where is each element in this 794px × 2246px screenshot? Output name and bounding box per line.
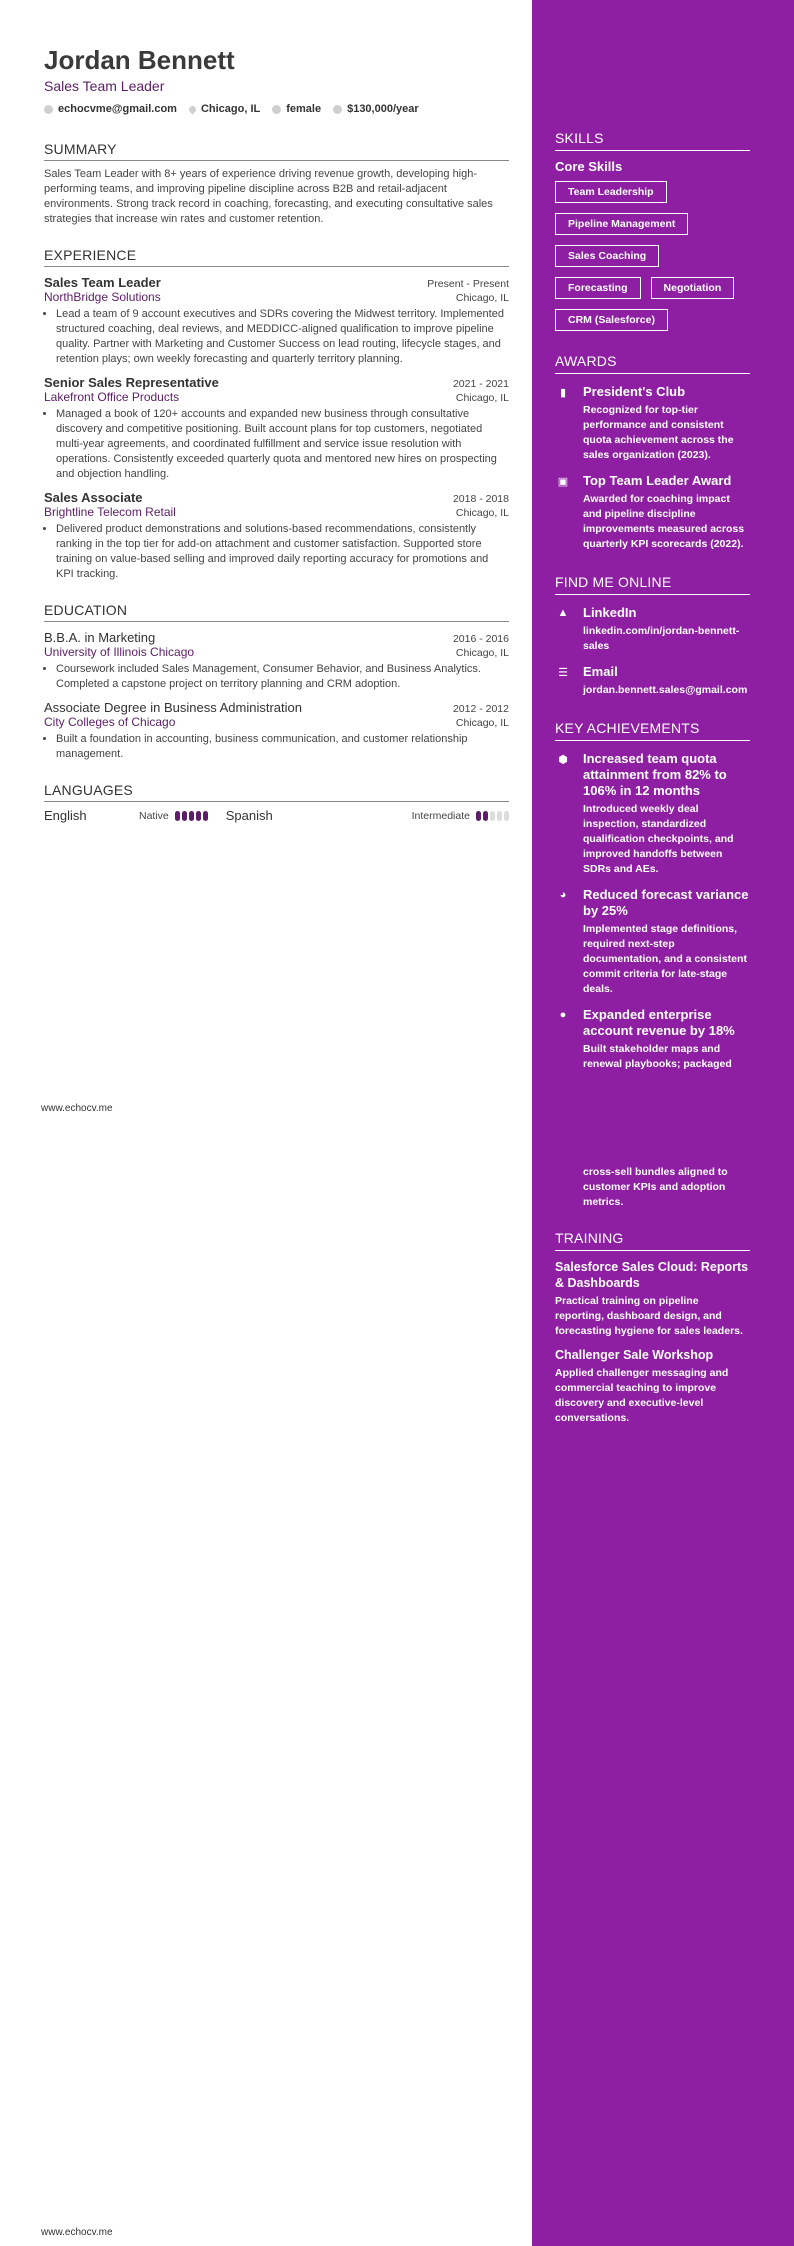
rating-dot xyxy=(504,811,509,821)
summary-text: Sales Team Leader with 8+ years of experience driving revenue growth, developing high-performing teams, and improving pipeline discipline across B2B and retail-adjacent environments. Strong track record in coaching, forecasting, and executing consultative sales strategies that increase win rates and customer retention. xyxy=(44,168,493,225)
awards-heading: AWARDS xyxy=(555,353,750,374)
job-bullet: • Lead a team of 9 account executives and SDRs covering the Midwest territory. Implemented structured coaching, deal reviews, and MEDDICC-aligned qualification to improve pipeline quality. Partner with Marketing and Customer Success on lead routing, lifecycle stages, and retention plays; own weekly forecasting and quarterly territory planning. xyxy=(56,307,509,367)
salary-contact xyxy=(333,103,419,115)
job-entry xyxy=(44,275,509,367)
menu-lines-icon: ☰ xyxy=(558,667,568,679)
skill-tag: Forecasting xyxy=(555,277,641,299)
company-name: Lakefront Office Products xyxy=(44,390,180,404)
main-column xyxy=(44,44,509,823)
job-location: Chicago, IL xyxy=(455,507,509,519)
education-bullet: • Built a foundation in accounting, business communication, and customer relationship management. xyxy=(56,732,509,762)
sidebar-column xyxy=(555,130,750,1072)
education-dates: 2012 - 2012 xyxy=(452,703,509,715)
school-name: University of Illinois Chicago xyxy=(44,645,195,659)
email-contact[interactable] xyxy=(44,103,177,115)
company-name: Brightline Telecom Retail xyxy=(44,505,176,519)
pie-chart-icon: ◕ xyxy=(559,889,567,901)
training-item xyxy=(555,1259,750,1339)
degree-name: Associate Degree in Business Administration xyxy=(44,700,302,715)
rating-dot xyxy=(490,811,495,821)
at-icon xyxy=(44,105,53,114)
money-icon xyxy=(333,105,342,114)
job-dates: 2018 - 2018 xyxy=(452,493,509,505)
languages-heading: LANGUAGES xyxy=(44,782,509,802)
candidate-title: Sales Team Leader xyxy=(44,78,165,94)
skills-subheading: Core Skills xyxy=(555,159,623,174)
person-icon xyxy=(272,105,281,114)
training-heading: TRAINING xyxy=(555,1230,750,1251)
education-entry xyxy=(44,630,509,692)
job-title: Sales Associate xyxy=(44,490,143,505)
achievements-heading: KEY ACHIEVEMENTS xyxy=(555,720,750,741)
language-name: Spanish xyxy=(225,808,273,823)
achievement-item xyxy=(555,1007,750,1072)
skills-heading: SKILLS xyxy=(555,130,750,151)
achievement-text-continued: cross-sell bundles aligned to customer KPIs and adoption metrics. xyxy=(583,1166,728,1208)
job-bullet: • Delivered product demonstrations and solutions-based recommendations, consistently ranking in the top tier for add-on attachment and customer satisfaction. Supported store training on value-based selling and improved daily reporting accuracy for promotions and KPI tracking. xyxy=(56,522,509,582)
languages-row xyxy=(44,808,509,823)
skill-tag: Sales Coaching xyxy=(555,245,659,267)
skill-tag: Pipeline Management xyxy=(555,213,688,235)
rating-dot xyxy=(203,811,208,821)
language-level: Intermediate xyxy=(411,809,470,822)
summary-heading: SUMMARY xyxy=(44,141,509,161)
training-text: Practical training on pipeline reporting, dashboard design, and forecasting hygiene for sales leaders. xyxy=(555,1295,743,1337)
job-bullet: • Managed a book of 120+ accounts and expanded new business through consultative discovery and competitive positioning. Built account plans for top customers, negotiated multi-year agreements, and coordinated fulfillment and service issue resolution with operations. Consistently exceeded quarterly quota and mentored new hires on prospecting and objection handling. xyxy=(56,407,509,482)
achievement-text: Introduced weekly deal inspection, standardized qualification checkpoints, and improved handoffs between SDRs and AEs. xyxy=(583,803,734,875)
online-item[interactable] xyxy=(555,664,750,698)
rating-dot xyxy=(476,811,481,821)
award-item xyxy=(555,473,750,552)
rating-dot xyxy=(483,811,488,821)
email-text: echocvme@gmail.com xyxy=(58,103,177,115)
education-bullet: • Coursework included Sales Management, Consumer Behavior, and Business Analytics. Completed a capstone project on territory planning and CRM adoption. xyxy=(56,662,509,692)
language-rating xyxy=(175,811,208,821)
job-title: Sales Team Leader xyxy=(44,275,161,290)
footer-url[interactable]: www.echocv.me xyxy=(41,1103,113,1114)
award-item xyxy=(555,384,750,463)
gender-contact xyxy=(272,103,321,115)
training-title: Salesforce Sales Cloud: Reports & Dashboards xyxy=(555,1260,749,1290)
school-name: City Colleges of Chicago xyxy=(44,715,176,729)
education-dates: 2016 - 2016 xyxy=(452,633,509,645)
award-title: Top Team Leader Award xyxy=(583,473,732,488)
education-heading: EDUCATION xyxy=(44,602,509,622)
training-title: Challenger Sale Workshop xyxy=(555,1348,714,1362)
achievement-text: Built stakeholder maps and renewal playbooks; packaged xyxy=(583,1043,732,1070)
job-location: Chicago, IL xyxy=(455,392,509,404)
skill-tag: Negotiation xyxy=(651,277,735,299)
job-dates: Present - Present xyxy=(427,278,509,290)
sidebar-column-continued xyxy=(555,1162,750,1426)
gender-text: female xyxy=(286,103,322,115)
job-entry xyxy=(44,375,509,482)
salary-text: $130,000/year xyxy=(347,103,419,115)
document-icon: ▮ xyxy=(559,387,567,399)
location-text: Chicago, IL xyxy=(200,103,261,115)
job-location: Chicago, IL xyxy=(455,292,509,304)
cube-icon: ⬢ xyxy=(558,754,568,766)
achievement-item xyxy=(555,887,750,997)
online-value[interactable]: linkedin.com/in/jordan-bennett-sales xyxy=(583,625,740,652)
rating-dot xyxy=(175,811,180,821)
training-item xyxy=(555,1347,750,1426)
rating-dot xyxy=(497,811,502,821)
bell-icon: ● xyxy=(559,1009,567,1021)
achievement-title: Increased team quota attainment from 82% to 106% in 12 months xyxy=(583,751,727,798)
skills-tags xyxy=(555,181,750,331)
online-value[interactable]: jordan.bennett.sales@gmail.com xyxy=(583,684,748,696)
language-name: English xyxy=(44,808,87,823)
rating-dot xyxy=(196,811,201,821)
achievement-title: Expanded enterprise account revenue by 18% xyxy=(583,1007,735,1038)
award-title: President's Club xyxy=(583,384,686,399)
online-heading: FIND ME ONLINE xyxy=(555,574,750,595)
experience-heading: EXPERIENCE xyxy=(44,247,509,267)
job-dates: 2021 - 2021 xyxy=(452,378,509,390)
degree-name: B.B.A. in Marketing xyxy=(44,630,156,645)
rating-dot xyxy=(182,811,187,821)
online-label: LinkedIn xyxy=(583,605,637,620)
rating-dot xyxy=(189,811,194,821)
achievement-text: Implemented stage definitions, required next-step documentation, and a consistent commit criteria for late-stage deals. xyxy=(583,923,747,995)
skill-tag: Team Leadership xyxy=(555,181,667,203)
education-entry xyxy=(44,700,509,762)
school-location: Chicago, IL xyxy=(455,717,509,729)
location-contact xyxy=(189,103,260,115)
achievement-item xyxy=(555,751,750,877)
online-label: Email xyxy=(583,664,618,679)
skill-tag: CRM (Salesforce) xyxy=(555,309,668,331)
company-name: NorthBridge Solutions xyxy=(44,290,161,304)
contact-row xyxy=(44,103,509,115)
speech-bubble-icon: ▣ xyxy=(557,476,569,488)
award-text: Awarded for coaching impact and pipeline discipline improvements measured across quarterly KPI scorecards (2022). xyxy=(583,493,745,550)
online-item[interactable] xyxy=(555,605,750,654)
language-rating xyxy=(476,811,509,821)
footer-url[interactable]: www.echocv.me xyxy=(41,2227,113,2238)
job-title: Senior Sales Representative xyxy=(44,375,219,390)
language-level: Native xyxy=(139,809,169,822)
map-pin-icon xyxy=(187,104,197,114)
achievement-title: Reduced forecast variance by 25% xyxy=(583,887,749,918)
award-text: Recognized for top-tier performance and consistent quota achievement across the sales organization (2023). xyxy=(583,404,734,461)
school-location: Chicago, IL xyxy=(455,647,509,659)
training-text: Applied challenger messaging and commercial teaching to improve discovery and executive-level conversations. xyxy=(555,1367,729,1424)
flask-icon: ▲ xyxy=(557,607,569,619)
job-entry xyxy=(44,490,509,582)
candidate-name: Jordan Bennett xyxy=(44,45,235,75)
